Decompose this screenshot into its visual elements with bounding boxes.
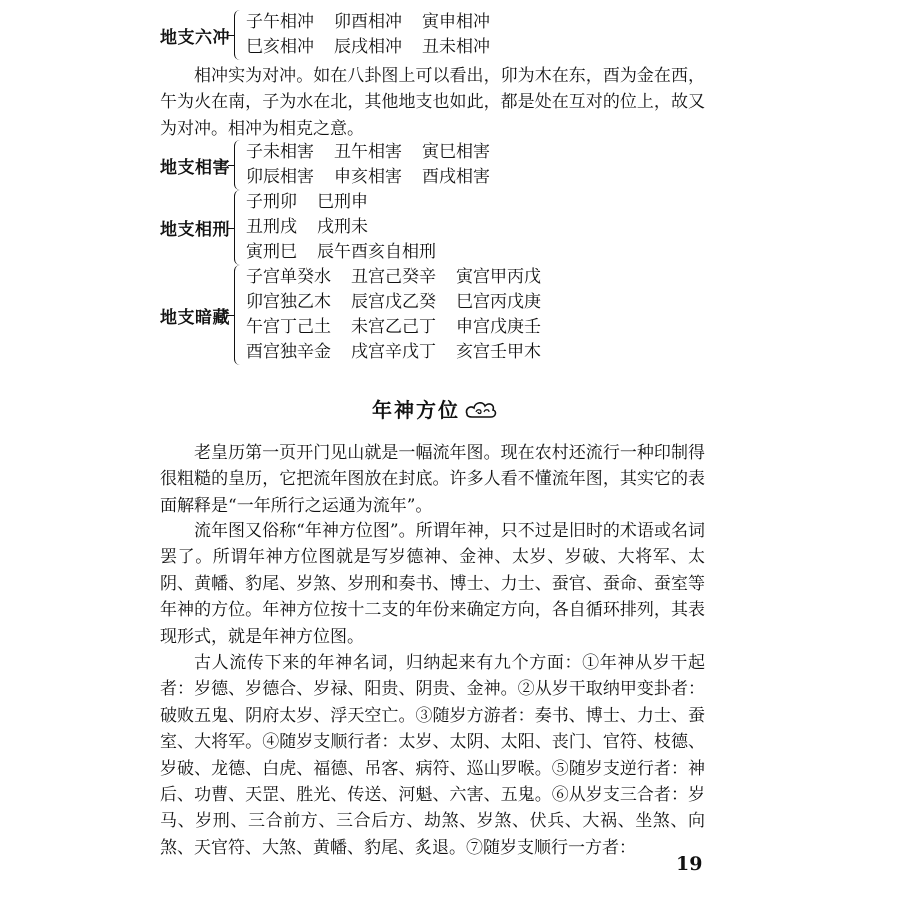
term: 亥宫壬甲木 [456, 342, 541, 362]
term: 申亥相害 [334, 167, 402, 187]
term: 酉戌相害 [422, 167, 490, 187]
term: 丑未相冲 [422, 37, 490, 57]
term: 巳亥相冲 [246, 37, 314, 57]
group-label: 地支相刑 [160, 220, 230, 240]
term: 戌刑未 [317, 217, 368, 237]
term: 未宫乙己丁 [351, 317, 436, 337]
group-row [246, 265, 561, 290]
term: 午宫丁己土 [246, 317, 331, 337]
group-xiangxing [160, 190, 456, 265]
paragraph-2: 流年图又俗称“年神方位图”。所谓年神，只不过是旧时的术语或名词罢了。所谓年神方位图就是写岁德神、金神、太岁、岁破、大将军、太阴、黄幡、豹尾、岁煞、岁刑和奏书、博士、力士、蚕官、蚕命、蚕室等年神的方位。年神方位按十二支的年份来确定方向，各自循环排列，其表现形式，就是年神方位图。 [160, 521, 705, 647]
term: 寅刑巳 [246, 242, 297, 262]
term: 子午相冲 [246, 12, 314, 32]
group-row [246, 10, 510, 35]
group-row [246, 35, 510, 60]
group-ancang [160, 265, 561, 365]
term: 寅巳相害 [422, 142, 490, 162]
brace-icon [234, 265, 242, 365]
group-row [246, 340, 561, 365]
cloud-ornament-icon [464, 397, 498, 421]
term: 酉宫独辛金 [246, 342, 331, 362]
term: 丑刑戌 [246, 217, 297, 237]
term: 辰午酉亥自相刑 [317, 242, 436, 262]
group-row [246, 165, 510, 190]
group-row [246, 215, 456, 240]
group-row [246, 140, 510, 165]
paragraph-3: 古人流传下来的年神名词，归纳起来有九个方面：①年神从岁干起者：岁德、岁德合、岁禄、阳贵、阴贵、金神。②从岁干取纳甲变卦者：破败五鬼、阴府太岁、浮天空亡。③随岁方游者：奏书、博士、力士、蚕室、大将军。④随岁支顺行者：太岁、太阴、太阳、丧门、官符、枝德、岁破、龙德、白虎、福德、吊客、病符、巡山罗喉。⑤随岁支逆行者：神后、功曹、天罡、胜光、传送、河魁、六害、五鬼。⑥从岁支三合者：岁马、岁刑、三合前方、三合后方、劫煞、岁煞、伏兵、大祸、坐煞、向煞、天官符、大煞、黄幡、豹尾、炙退。⑦随岁支顺行一方者： [160, 653, 705, 858]
term: 子宫单癸水 [246, 267, 331, 287]
section-title-text: 年神方位 [372, 398, 460, 422]
paragraph-chong: 相冲实为对冲。如在八卦图上可以看出，卯为木在东，酉为金在西，午为火在南，子为水在北，其他地支也如此，都是处在互对的位上，故又为对冲。相冲为相克之意。 [160, 66, 705, 139]
term: 卯酉相冲 [334, 12, 402, 32]
term: 辰戌相冲 [334, 37, 402, 57]
group-row [246, 290, 561, 315]
section-title [372, 394, 498, 423]
term: 巳刑申 [317, 192, 368, 212]
group-label: 地支相害 [160, 157, 230, 178]
term: 卯辰相害 [246, 167, 314, 187]
group-xianghai [160, 140, 510, 190]
brace-icon [234, 190, 242, 265]
term: 戌宫辛戊丁 [351, 342, 436, 362]
term: 卯宫独乙木 [246, 292, 331, 312]
term: 寅宫甲丙戊 [456, 267, 541, 287]
paragraph-1: 老皇历第一页开门见山就是一幅流年图。现在农村还流行一种印制得很粗糙的皇历，它把流年图放在封底。许多人看不懂流年图，其实它的表面解释是“一年所行之运通为流年”。 [160, 443, 705, 516]
term: 申宫戊庚壬 [456, 317, 541, 337]
term: 巳宫丙戊庚 [456, 292, 541, 312]
brace-icon [234, 10, 242, 60]
group-label: 地支六冲 [160, 27, 230, 48]
group-row [246, 190, 456, 215]
term: 子未相害 [246, 142, 314, 162]
brace-icon [234, 140, 242, 190]
group-label: 地支暗藏 [160, 307, 230, 328]
group-row [246, 240, 456, 265]
term: 寅申相冲 [422, 12, 490, 32]
group-row [246, 315, 561, 340]
term: 子刑卯 [246, 192, 297, 212]
page-number: 19 [676, 853, 703, 875]
term: 丑午相害 [334, 142, 402, 162]
term: 丑宫己癸辛 [351, 267, 436, 287]
term: 辰宫戊乙癸 [351, 292, 436, 312]
group-liuchong [160, 10, 510, 60]
